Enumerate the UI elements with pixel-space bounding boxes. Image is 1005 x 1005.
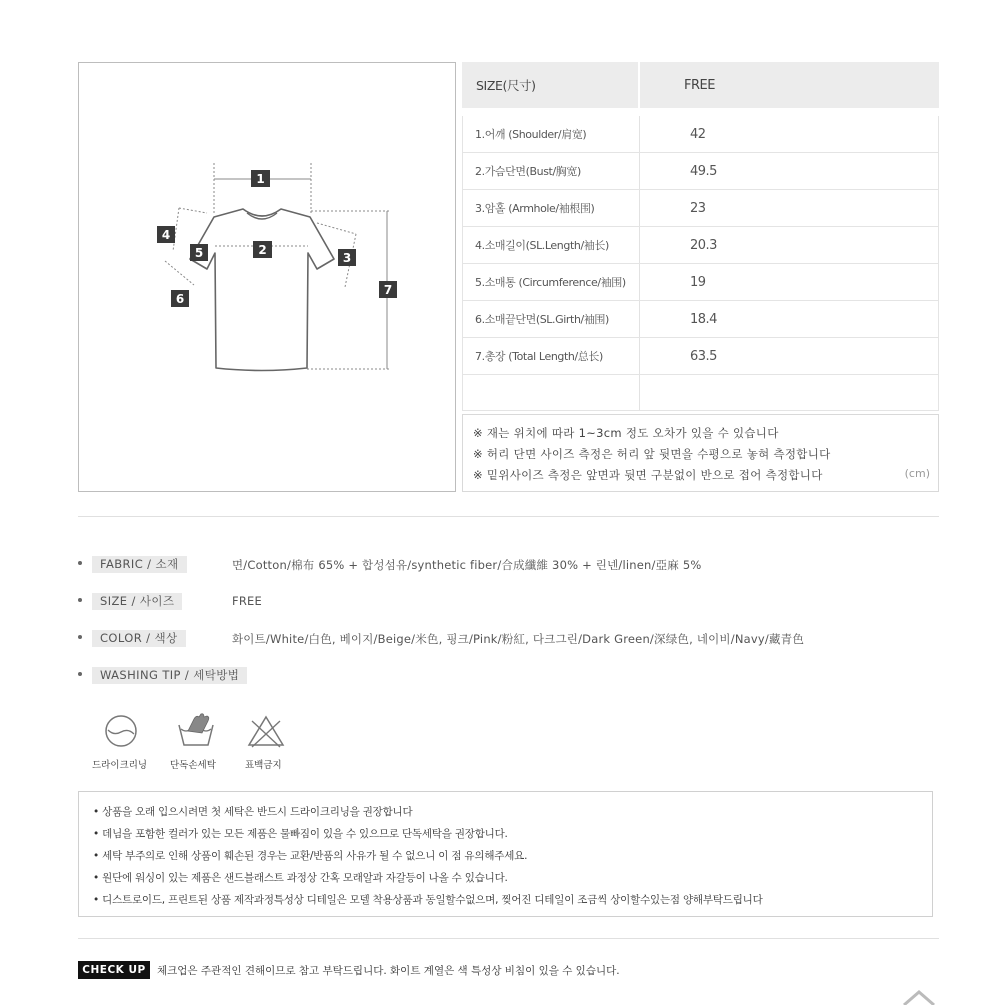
row-value: 63.5 — [690, 348, 717, 364]
table-row — [462, 153, 939, 190]
spec-value: 화이트/White/白色, 베이지/Beige/米色, 핑크/Pink/粉紅, 다크그린/Dark Green/深绿色, 네이비/Navy/藏青色 — [232, 632, 805, 646]
marker-1 — [251, 170, 270, 187]
tshirt-diagram — [79, 63, 457, 493]
care-note: • 디스트로이드, 프린트된 상품 제작과정특성상 디테일은 모델 착용상품과 동일할수없으며, 찢어진 디테일이 조금씩 상이할수있는점 양해부탁드립니다 — [93, 894, 763, 906]
washing-label: 드라이크리닝 — [92, 760, 148, 771]
washing-label: 표백금지 — [245, 760, 282, 771]
svg-text:5: 5 — [194, 246, 204, 260]
row-label: 6.소매끝단면(SL.Girth/袖围) — [475, 313, 609, 326]
table-row — [462, 116, 939, 153]
check-up-text: 체크업은 주관적인 견해이므로 참고 부탁드립니다. 화이트 계열은 색 특성상 비침이 있을 수 있습니다. — [157, 965, 620, 977]
marker-5 — [190, 244, 208, 261]
row-label: 1.어깨 (Shoulder/肩宽) — [475, 128, 587, 141]
svg-text:7: 7 — [383, 283, 393, 297]
marker-3 — [338, 249, 356, 266]
care-note: • 세탁 부주의로 인해 상품이 훼손된 경우는 교환/반품의 사유가 될 수 없으니 이 점 유의해주세요. — [93, 850, 528, 862]
row-label: 3.암홀 (Armhole/袖根围) — [475, 202, 595, 215]
spec-washing — [78, 667, 958, 687]
tshirt-outline — [190, 209, 334, 371]
spec-size — [78, 593, 958, 613]
bullet-icon — [78, 635, 82, 639]
size-table-header — [462, 62, 939, 108]
marker-7 — [379, 281, 397, 298]
svg-text:1: 1 — [256, 172, 265, 186]
row-label: 5.소매통 (Circumference/袖围) — [475, 276, 626, 289]
bullet-icon — [78, 672, 82, 676]
svg-text:2: 2 — [258, 243, 267, 257]
check-up-badge: CHECK UP — [78, 961, 150, 979]
size-header-label: SIZE(尺寸) — [476, 78, 536, 93]
svg-text:6: 6 — [175, 292, 185, 306]
row-label: 7.총장 (Total Length/总长) — [475, 350, 603, 363]
table-row — [462, 338, 939, 375]
divider — [78, 938, 939, 939]
row-value: 49.5 — [690, 163, 717, 179]
care-note: • 상품을 오래 입으시려면 첫 세탁은 반드시 드라이크리닝을 권장합니다 — [93, 806, 413, 818]
spec-value: FREE — [232, 594, 262, 608]
row-label: 2.가슴단면(Bust/胸宽) — [475, 165, 581, 178]
spec-tag: COLOR / 색상 — [92, 630, 186, 647]
bullet-icon — [78, 561, 82, 565]
size-note: ※ 허리 단면 사이즈 측정은 허리 앞 뒷면을 수평으로 놓혀 측정합니다 — [473, 447, 831, 461]
washing-label: 단독손세탁 — [170, 760, 216, 771]
table-row — [462, 301, 939, 338]
size-header-value: FREE — [684, 77, 715, 93]
row-value: 42 — [690, 126, 706, 142]
size-note: ※ 밑위사이즈 측정은 앞면과 뒷면 구분없이 반으로 접어 측정합니다 — [473, 468, 823, 482]
measurement-diagram — [78, 62, 456, 492]
row-value: 20.3 — [690, 237, 717, 253]
row-value: 19 — [690, 274, 706, 290]
table-row — [462, 264, 939, 301]
svg-text:3: 3 — [342, 251, 352, 265]
row-value: 18.4 — [690, 311, 717, 327]
no-bleach-icon — [246, 713, 286, 749]
row-value: 23 — [690, 200, 706, 216]
bullet-icon — [78, 598, 82, 602]
measure-lines — [165, 163, 391, 369]
table-row — [462, 190, 939, 227]
spec-tag: WASHING TIP / 세탁방법 — [92, 667, 247, 684]
spec-value: 면/Cotton/棉布 65% + 합성섬유/synthetic fiber/合成纖維 30% + 린넨/linen/亞麻 5% — [232, 558, 702, 572]
dry-clean-icon — [101, 713, 141, 749]
divider — [78, 516, 939, 517]
spec-tag: FABRIC / 소재 — [92, 556, 187, 573]
table-row — [462, 375, 939, 411]
size-note: ※ 재는 위치에 따라 1~3cm 정도 오차가 있을 수 있습니다 — [473, 426, 779, 440]
care-note: • 원단에 워싱이 있는 제품은 샌드블래스트 과정상 간혹 모래알과 자갈등이 나올 수 있습니다. — [93, 872, 508, 884]
care-note: • 데님을 포함한 컬러가 있는 모든 제품은 물빠짐이 있을 수 있으므로 단독세탁을 권장합니다. — [93, 828, 508, 840]
scroll-top-icon[interactable] — [902, 990, 936, 1005]
care-notes — [78, 791, 933, 917]
marker-6 — [171, 290, 189, 307]
marker-2 — [253, 241, 272, 258]
row-label: 4.소매길이(SL.Length/袖长) — [475, 239, 609, 252]
spec-fabric — [78, 556, 958, 576]
spec-color — [78, 630, 958, 650]
svg-text:4: 4 — [161, 228, 171, 242]
hand-wash-icon — [176, 711, 216, 749]
size-notes — [462, 414, 939, 492]
unit-label: (cm) — [904, 467, 930, 480]
table-row — [462, 227, 939, 264]
marker-4 — [157, 226, 175, 243]
spec-tag: SIZE / 사이즈 — [92, 593, 182, 610]
